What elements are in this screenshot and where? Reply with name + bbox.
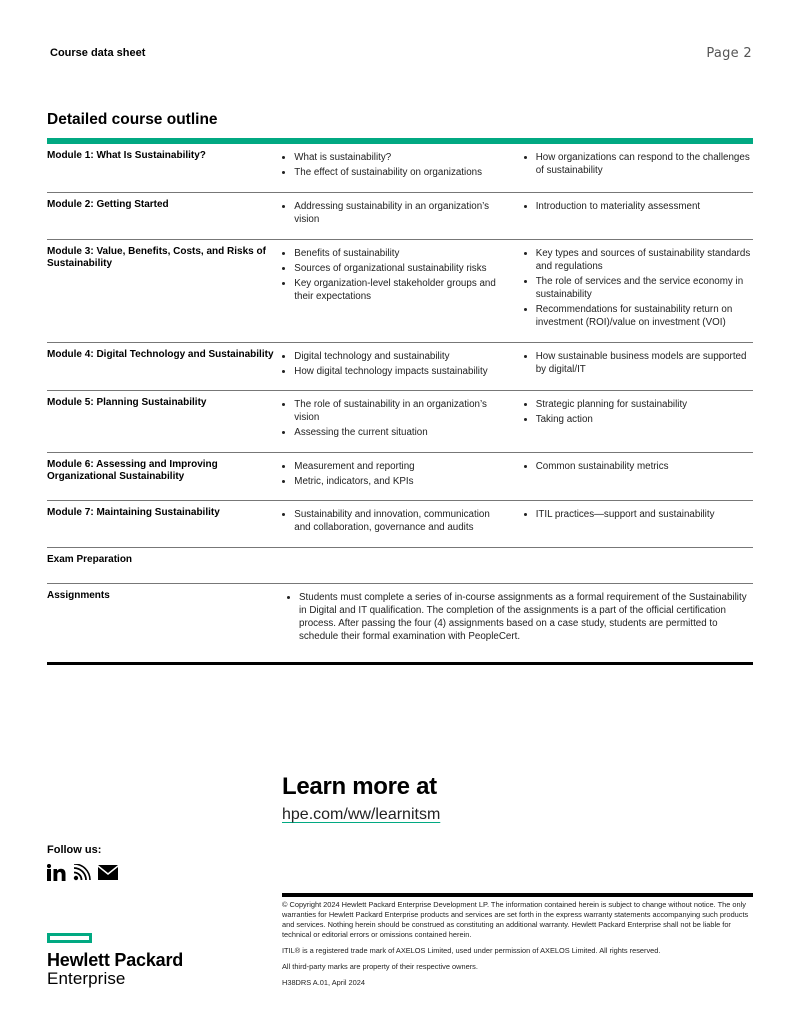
topic-item: • What is sustainability? [294,151,507,164]
legal-text [282,900,753,994]
topic-item: • Sources of organizational sustainability risks [294,262,507,275]
topic-item: • The role of sustainability in an organization’s vision [294,398,507,424]
topic-item: • Measurement and reporting [294,460,507,473]
table-row [47,584,753,665]
topics-col-1 [280,343,507,390]
rss-icon[interactable] [73,864,91,886]
linkedin-icon[interactable] [47,864,66,886]
module-title: Assignments [47,590,110,601]
legal-rule [282,893,753,897]
table-row [47,391,753,453]
topic-item: • ITIL practices—support and sustainability [536,508,753,521]
module-title: Module 7: Maintaining Sustainability [47,507,220,518]
topic-item: • Benefits of sustainability [294,247,507,260]
topics-col-1 [280,391,507,452]
module-title: Module 2: Getting Started [47,199,169,210]
topics-col-1 [280,240,507,342]
module-title: Module 5: Planning Sustainability [47,397,207,408]
module-title: Module 6: Assessing and Improving Organizational Sustainability [47,459,218,482]
table-row [47,144,753,193]
topics-col-2 [522,391,753,452]
topic-item: • How digital technology impacts sustainability [294,365,507,378]
topics-col-2 [522,144,753,192]
topic-item: • How sustainable business models are supported by digital/IT [536,350,753,376]
topic-item: • The role of services and the service economy in sustainability [536,275,753,301]
table-row [47,501,753,548]
topic-item: • Recommendations for sustainability return on investment (ROI)/value on investment (VOI) [536,303,753,329]
module-title: Module 1: What Is Sustainability? [47,150,206,161]
social-links [47,864,118,886]
hpe-logo-line2: Enterprise [47,969,126,988]
topics-col-1 [280,453,507,500]
topic-item: • Students must complete a series of in-course assignments as a formal requirement of the Sustainability in Digital and IT qualification. The completion of the assignments is a part of the official certification process. After passing the four (4) assignments based on a case study, students are permitted to schedule their formal examination with PeopleCert. [299,591,753,643]
third-party-marks: All third-party marks are property of their respective owners. [282,962,478,971]
topic-item: • Assessing the current situation [294,426,507,439]
module-title: Module 3: Value, Benefits, Costs, and Risks of Sustainability [47,246,266,269]
section-title: Detailed course outline [47,111,218,128]
itil-trademark: ITIL® is a registered trade mark of AXELOS Limited, used under permission of AXELOS Limited. All rights reserved. [282,946,661,955]
follow-us-label: Follow us: [47,844,102,856]
topic-item: • How organizations can respond to the challenges of sustainability [536,151,753,177]
topics-col-2 [522,193,753,239]
topic-item: • Key organization-level stakeholder groups and their expectations [294,277,507,303]
topic-item: • Introduction to materiality assessment [536,200,753,213]
learn-more-heading: Learn more at [282,773,437,800]
topic-item: • Taking action [536,413,753,426]
module-title: Module 4: Digital Technology and Sustainability [47,349,274,360]
topics-wide [285,584,753,662]
topics-col-1 [280,144,507,192]
module-title: Exam Preparation [47,554,133,565]
doc-type-label: Course data sheet [50,47,146,59]
copyright-paragraph: © Copyright 2024 Hewlett Packard Enterprise Development LP. The information contained herein is subject to change without notice. The only warranties for Hewlett Packard Enterprise products and services are set forth in the express warranty statements accompanying such products and services. Nothing herein should be construed as constituting an additional warranty. Hewlett Packard Enterprise shall not be liable for technical or editorial errors or omissions contained herein. [282,900,749,939]
table-row [47,453,753,501]
topic-item: • Sustainability and innovation, communication and collaboration, governance and audits [294,508,507,534]
topic-item: • Common sustainability metrics [536,460,753,473]
hpe-logo-line1: Hewlett Packard [47,950,184,970]
table-row [47,343,753,391]
learn-more-link[interactable]: hpe.com/ww/learnitsm [282,806,441,823]
topic-item: • Addressing sustainability in an organization’s vision [294,200,507,226]
topic-item: • The effect of sustainability on organizations [294,166,507,179]
topic-item: • Metric, indicators, and KPIs [294,475,507,488]
topics-col-2 [522,240,753,342]
email-icon[interactable] [98,865,118,885]
hpe-logo-mark [47,933,92,943]
topics-col-2 [522,343,753,390]
course-outline-table [47,144,753,665]
topics-col-2 [522,453,753,500]
table-row [47,548,753,584]
topic-item: • Strategic planning for sustainability [536,398,753,411]
topics-col-1 [280,193,507,239]
topics-col-1 [280,501,507,547]
document-code: H38DRS A.01, April 2024 [282,978,365,987]
table-row [47,193,753,240]
topics-col-2 [522,501,753,547]
page-number: Page 2 [706,46,752,61]
topic-item: • Digital technology and sustainability [294,350,507,363]
topic-item: • Key types and sources of sustainability standards and regulations [536,247,753,273]
table-row [47,240,753,343]
